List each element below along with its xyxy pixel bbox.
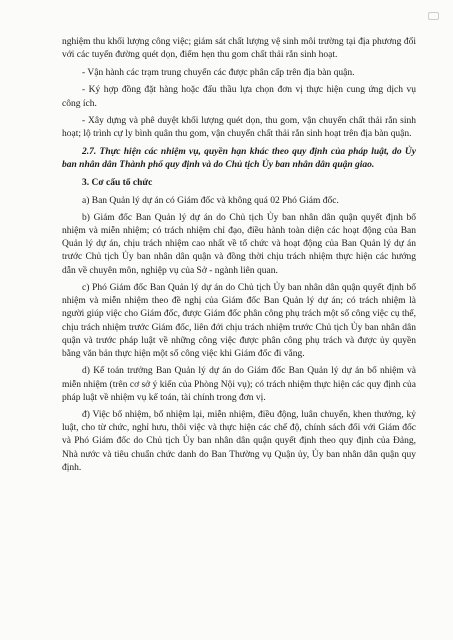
clause-dd: đ) Việc bổ nhiệm, bổ nhiệm lại, miễn nhiệm, điều động, luân chuyển, khen thưởng, kỷ luật, cho từ chức, nghỉ hưu, thôi việc và thực hiện các chế độ, chính sách đối với Giám đốc và Phó Giám đốc do Chủ tịch Ủy ban nhân dân quận quyết định theo quy định của Đảng, Nhà nước và tiêu chuẩn chức danh do Ban Thường vụ Quận ủy, Ủy ban nhân dân quận quy định. — [62, 410, 416, 473]
list-item-contracts: - Ký hợp đồng đặt hàng hoặc đấu thầu lựa chọn đơn vị thực hiện cung ứng dịch vụ công ích. — [62, 85, 416, 109]
section-2-7: 2.7. Thực hiện các nhiệm vụ, quyền hạn khác theo quy định của pháp luật, do Ủy ban nhân dân Thành phố quy định và do Chủ tịch Ủy ban nhân dân quận giao. — [62, 147, 416, 171]
clause-b: b) Giám đốc Ban Quản lý dự án do Chủ tịch Ủy ban nhân dân quận quyết định bổ nhiệm và miễn nhiệm; có trách nhiệm chỉ đạo, điều hành toàn diện các hoạt động của Ban Quản lý dự án, chịu trách nhiệm cao nhất về tổ chức và hoạt động của Ban Quản lý dự án trước Chủ tịch Ủy ban nhân dân quận và đồng thời chịu trách nhiệm thực hiện các hướng dẫn về chuyên môn, nghiệp vụ của Sở - ngành liên quan. — [62, 213, 416, 276]
clause-d: d) Kế toán trưởng Ban Quản lý dự án do Giám đốc Ban Quản lý dự án bổ nhiệm và miễn nhiệm (trên cơ sở ý kiến của Phòng Nội vụ); có trách nhiệm thực hiện các quy định của pháp luật về nhiệm vụ kế toán, tài chính trong đơn vị. — [62, 366, 416, 403]
document-body — [62, 36, 416, 479]
corner-mark — [428, 12, 439, 20]
list-item-transfer-stations: - Vận hành các trạm trung chuyển các được phân cấp trên địa bàn quận. — [82, 67, 355, 78]
heading-3-organization: 3. Cơ cấu tổ chức — [82, 177, 153, 188]
clause-a: a) Ban Quản lý dự án có Giám đốc và không quá 02 Phó Giám đốc. — [82, 195, 339, 206]
list-item-volume-approval: - Xây dựng và phê duyệt khối lượng quét dọn, thu gom, vận chuyển chất thải rắn sinh hoạt; lộ trình cự ly bình quân thu gom, vận chuyển chất thải rắn sinh hoạt trên địa bàn quận. — [62, 116, 416, 140]
paragraph-continuation: nghiệm thu khối lượng công việc; giám sát chất lượng vệ sinh môi trường tại địa phương đối với các tuyến đường quét dọn, điểm hẹn thu gom chất thải rắn sinh hoạt. — [62, 37, 416, 61]
clause-c: c) Phó Giám đốc Ban Quản lý dự án do Chủ tịch Ủy ban nhân dân quận quyết định bổ nhiệm và miễn nhiệm theo đề nghị của Giám đốc Ban Quản lý dự án; có trách nhiệm là người giúp việc cho Giám đốc, được Giám đốc phân công phụ trách một số công việc cụ thể, chịu trách nhiệm trước Giám đốc, liên đới chịu trách nhiệm trước Chủ tịch Ủy ban nhân dân quận và trước pháp luật về những công việc được phân công phụ trách và được ủy quyền bằng văn bản thực hiện một số công việc khi Giám đốc đi vắng. — [62, 283, 416, 359]
